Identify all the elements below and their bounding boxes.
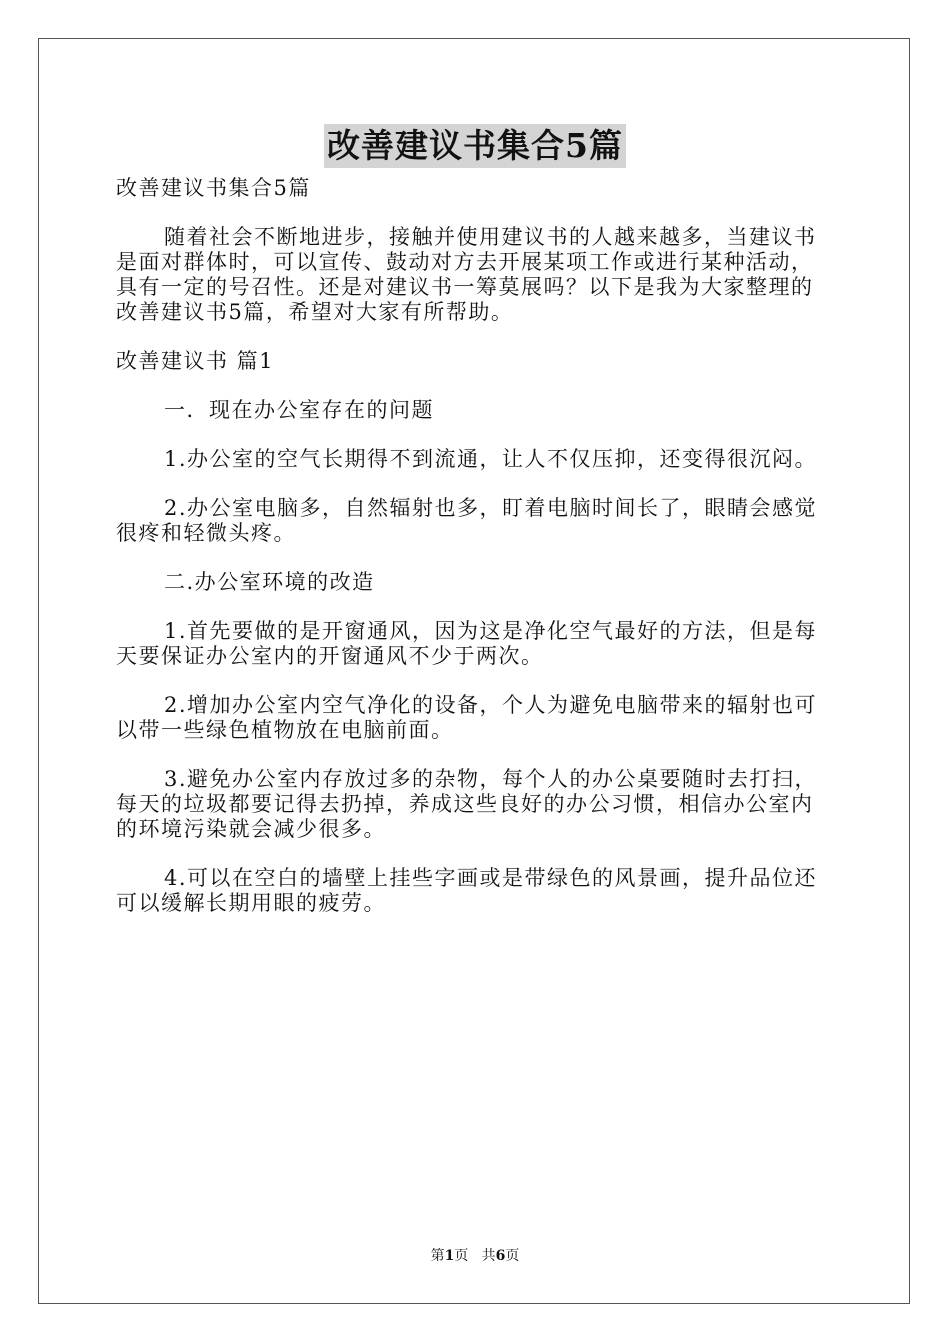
paragraph: 3.避免办公室内存放过多的杂物，每个人的办公桌要随时去打扫，每天的垃圾都要记得去扔掉，养成这些良好的办公习惯，相信办公室内的环境污染就会减少很多。 (116, 767, 818, 841)
page-current: 1 (444, 1248, 455, 1264)
page-total: 6 (495, 1248, 506, 1264)
paragraph: 1.办公室的空气长期得不到流通，让人不仅压抑，还变得很沉闷。 (164, 447, 818, 471)
total-prefix: 共 (481, 1248, 496, 1264)
paragraph: 二.办公室环境的改造 (164, 570, 375, 594)
total-suffix: 页 (505, 1248, 520, 1264)
title-wrap (0, 124, 950, 168)
page-suffix: 页 (454, 1248, 469, 1264)
page-footer (0, 1247, 950, 1265)
document-title: 改善建议书集合5篇 (324, 124, 626, 168)
document-body (116, 176, 834, 940)
paragraph: 1.首先要做的是开窗通风，因为这是净化空气最好的方法，但是每天要保证办公室内的开窗通风不少于两次。 (116, 619, 818, 668)
paragraph: 2.办公室电脑多，自然辐射也多，盯着电脑时间长了，眼睛会感觉很疼和轻微头疼。 (116, 496, 818, 545)
paragraph: 改善建议书集合5篇 (116, 176, 311, 200)
paragraph: 4.可以在空白的墙壁上挂些字画或是带绿色的风景画，提升品位还可以缓解长期用眼的疲劳。 (116, 866, 818, 915)
paragraph: 一．现在办公室存在的问题 (164, 398, 434, 422)
paragraph: 随着社会不断地进步，接触并使用建议书的人越来越多，当建议书是面对群体时，可以宣传、鼓动对方去开展某项工作或进行某种活动，具有一定的号召性。还是对建议书一筹莫展吗？以下是我为大家整理的改善建议书5篇，希望对大家有所帮助。 (116, 225, 817, 324)
page-prefix: 第 (430, 1248, 445, 1264)
section-heading: 改善建议书 篇1 (116, 349, 275, 373)
paragraph: 2.增加办公室内空气净化的设备，个人为避免电脑带来的辐射也可以带一些绿色植物放在电脑前面。 (116, 693, 818, 742)
